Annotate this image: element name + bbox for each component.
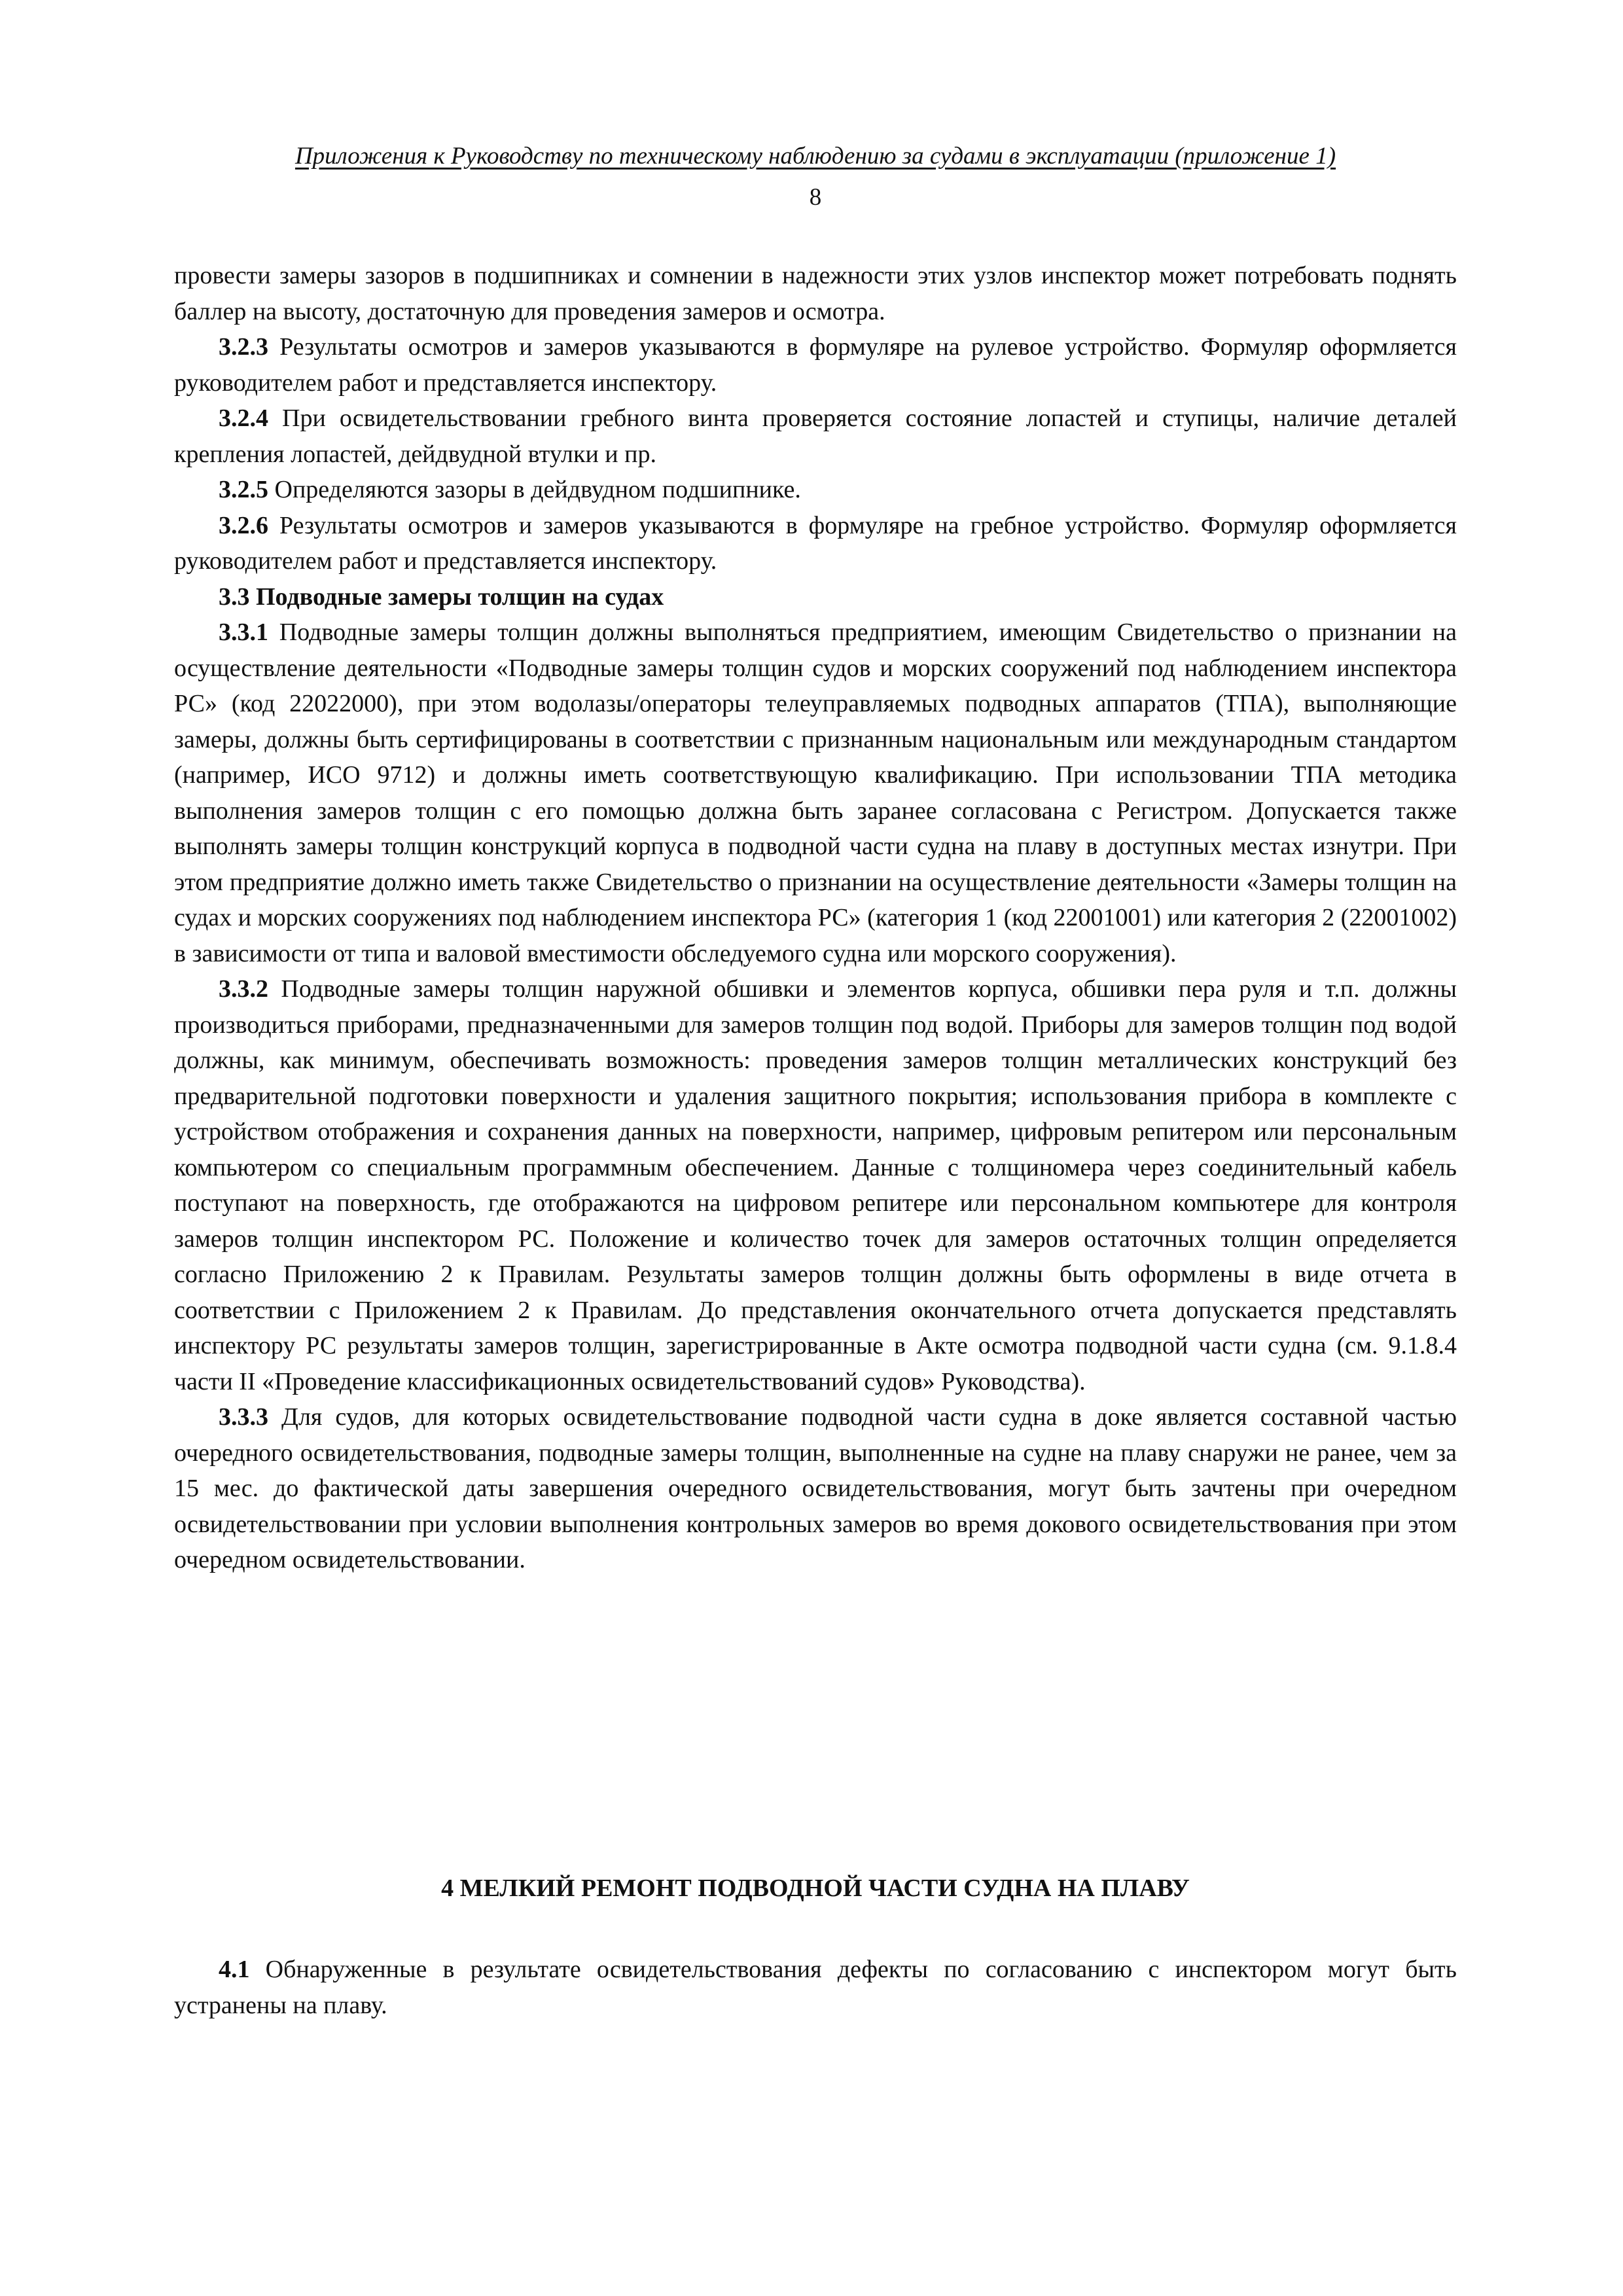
paragraph-text: провести замеры зазоров в подшипниках и сомнении в надежности этих узлов инспектор может потребовать поднять баллер на высоту, достаточную для проведения замеров и осмотра.	[174, 262, 1457, 325]
paragraph-text: Обнаруженные в результате освидетельствования дефекты по согласованию с инспектором могут быть устранены на плаву.	[174, 1956, 1457, 2019]
paragraph-number: 3.2.3	[219, 333, 268, 361]
section-4-body	[174, 1952, 1457, 2023]
paragraph-number: 3.3.1	[219, 619, 268, 646]
paragraph-3-2-3	[174, 329, 1457, 401]
paragraph-4-1	[174, 1952, 1457, 2023]
paragraph-3-3-3	[174, 1399, 1457, 1578]
paragraph-text: При освидетельствовании гребного винта проверяется состояние лопастей и ступицы, наличие деталей крепления лопастей, дейдвудной втулки и пр.	[174, 404, 1457, 468]
paragraph-number: 3.2.4	[219, 404, 268, 432]
paragraph-text: Определяются зазоры в дейдвудном подшипнике.	[268, 476, 801, 503]
paragraph-3-2-5	[174, 472, 1457, 508]
paragraph-number: 3.3.2	[219, 975, 268, 1003]
subsection-heading-3-3	[174, 579, 1457, 615]
paragraph-3-2-4	[174, 401, 1457, 472]
paragraph-number: 3.2.6	[219, 511, 268, 539]
paragraph-3-2-6	[174, 508, 1457, 579]
paragraph-number: 3.2.5	[219, 476, 268, 503]
paragraph-3-3-1	[174, 615, 1457, 971]
paragraph-text: Подводные замеры толщин должны выполняться предприятием, имеющим Свидетельство о признании на осуществление деятельности «Подводные замеры толщин судов и морских сооружений под наблюдением инспектора РС» (код 22022000), при этом водолазы/операторы телеуправляемых подводных аппаратов (ТПА), выполняющие замеры, должны быть сертифицированы в соответствии с признанным национальным или международным стандартом (например, ИСО 9712) и должны иметь соответствующую квалификацию. При использовании ТПА методика выполнения замеров толщин с его помощью должна быть заранее согласована с Регистром. Допускается также выполнять замеры толщин конструкций корпуса в подводной части судна на плаву в доступных местах изнутри. При этом предприятие должно иметь также Свидетельство о признании на осуществление деятельности «Замеры толщин на судах и морских сооружениях под наблюдением инспектора РС» (категория 1 (код 22001001) или категория 2 (22001002) в зависимости от типа и валовой вместимости обследуемого судна или морского сооружения).	[174, 619, 1457, 967]
running-header: Приложения к Руководству по техническому наблюдению за судами в эксплуатации (приложение 1)	[294, 143, 1336, 170]
paragraph-text: Подводные замеры толщин наружной обшивки и элементов корпуса, обшивки пера руля и т.п. должны производиться приборами, предназначенными для замеров толщин под водой. Приборы для замеров толщин под водой должны, как минимум, обеспечивать возможность: проведения замеров толщин металлических конструкций без предварительной подготовки поверхности и удаления защитного покрытия; использования прибора в комплекте с устройством отображения и сохранения данных на поверхности, например, цифровым репитером или персональным компьютером со специальным программным обеспечением. Данные с толщиномера через соединительный кабель поступают на поверхность, где отображаются на цифровом репитере или персональном компьютере для контроля замеров толщин инспектором РС. Положение и количество точек для замеров остаточных толщин определяется согласно Приложению 2 к Правилам. Результаты замеров толщин должны быть оформлены в виде отчета в соответствии с Приложением 2 к Правилам. До представления окончательного отчета допускается представлять инспектору РС результаты замеров толщин, зарегистрированные в Акте осмотра подводной части судна (см. 9.1.8.4 части II «Проведение классификационных освидетельствований судов» Руководства).	[174, 975, 1457, 1395]
body-text	[174, 258, 1457, 1578]
paragraph-continuation	[174, 258, 1457, 329]
page-number: 8	[809, 184, 822, 211]
paragraph-number: 3.3.3	[219, 1403, 268, 1431]
subsection-title: 3.3 Подводные замеры толщин на судах	[219, 583, 664, 611]
section-heading: 4 МЕЛКИЙ РЕМОНТ ПОДВОДНОЙ ЧАСТИ СУДНА НА ПЛАВУ	[441, 1874, 1190, 1902]
paragraph-3-3-2	[174, 971, 1457, 1399]
paragraph-text: Результаты осмотров и замеров указываются в формуляре на рулевое устройство. Формуляр оформляется руководителем работ и представляется инспектору.	[174, 333, 1457, 397]
paragraph-number: 4.1	[219, 1956, 250, 1983]
paragraph-text: Для судов, для которых освидетельствование подводной части судна в доке является составной частью очередного освидетельствования, подводные замеры толщин, выполненные на судне на плаву снаружи не ранее, чем за 15 мес. до фактической даты завершения очередного освидетельствования, могут быть зачтены при очередном освидетельствовании при условии выполнения контрольных замеров во время докового освидетельствования при этом очередном освидетельствовании.	[174, 1403, 1457, 1573]
paragraph-text: Результаты осмотров и замеров указываются в формуляре на гребное устройство. Формуляр оформляется руководителем работ и представляется инспектору.	[174, 511, 1457, 575]
